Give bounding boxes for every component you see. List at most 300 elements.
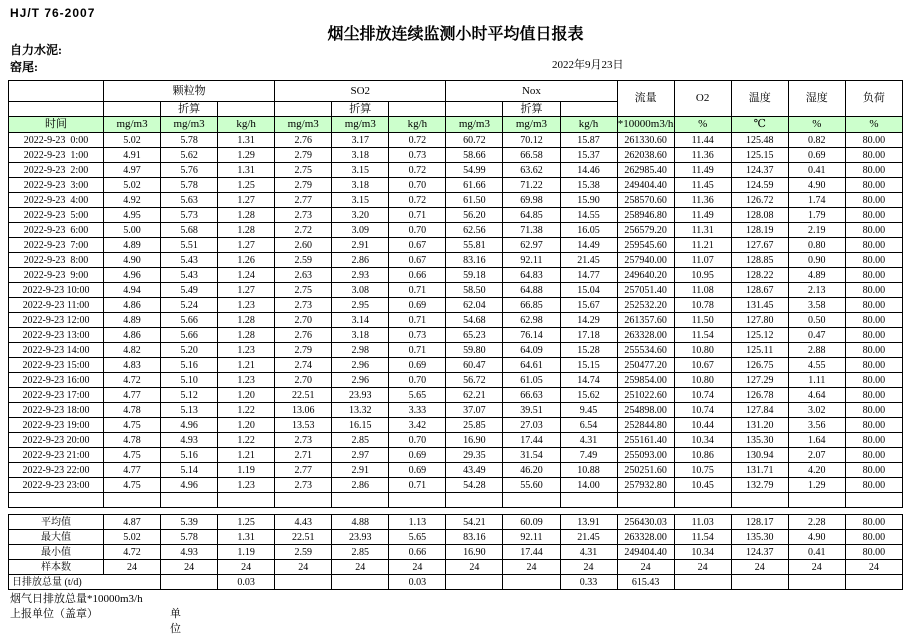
value-cell: 60.72 bbox=[446, 133, 503, 148]
time-cell: 2022-9-23 13:00 bbox=[9, 328, 104, 343]
value-cell: 80.00 bbox=[845, 463, 902, 478]
value-cell: 4.72 bbox=[104, 373, 161, 388]
value-cell: 4.20 bbox=[788, 463, 845, 478]
value-cell: 11.49 bbox=[674, 208, 731, 223]
value-cell: 27.03 bbox=[503, 418, 560, 433]
time-cell: 2022-9-23 22:00 bbox=[9, 463, 104, 478]
value-cell: 60.47 bbox=[446, 358, 503, 373]
unit-cell: kg/h bbox=[560, 117, 617, 133]
time-cell: 2022-9-23 23:00 bbox=[9, 478, 104, 493]
value-cell: 0.03 bbox=[218, 575, 275, 590]
value-cell: 2.59 bbox=[275, 545, 332, 560]
value-cell: 1.24 bbox=[218, 268, 275, 283]
value-cell: 4.90 bbox=[788, 530, 845, 545]
value-cell: 10.80 bbox=[674, 373, 731, 388]
value-cell: 1.19 bbox=[218, 545, 275, 560]
time-cell: 2022-9-23 15:00 bbox=[9, 358, 104, 373]
value-cell: 135.30 bbox=[731, 433, 788, 448]
summary-rows bbox=[9, 515, 903, 590]
value-cell: 5.43 bbox=[161, 268, 218, 283]
value-cell: 24 bbox=[674, 560, 731, 575]
value-cell: 1.29 bbox=[218, 148, 275, 163]
value-cell: 37.07 bbox=[446, 403, 503, 418]
value-cell: 31.54 bbox=[503, 448, 560, 463]
value-cell: 4.75 bbox=[104, 448, 161, 463]
unit-cell: mg/m3 bbox=[503, 117, 560, 133]
monitoring-table bbox=[8, 80, 903, 508]
value-cell: 14.29 bbox=[560, 313, 617, 328]
value-cell: 80.00 bbox=[845, 133, 902, 148]
time-cell: 2022-9-23 6:00 bbox=[9, 223, 104, 238]
value-cell: 11.03 bbox=[674, 515, 731, 530]
value-cell: 128.22 bbox=[731, 268, 788, 283]
data-row bbox=[9, 133, 903, 148]
value-cell: 4.97 bbox=[104, 163, 161, 178]
col-header-o2: O2 bbox=[674, 81, 731, 117]
value-cell: 3.02 bbox=[788, 403, 845, 418]
value-cell: 10.88 bbox=[560, 463, 617, 478]
value-cell: 69.98 bbox=[503, 193, 560, 208]
value-cell: 80.00 bbox=[845, 223, 902, 238]
value-cell: 3.08 bbox=[332, 283, 389, 298]
value-cell: 64.88 bbox=[503, 283, 560, 298]
data-row bbox=[9, 253, 903, 268]
value-cell: 126.75 bbox=[731, 358, 788, 373]
value-cell: 92.11 bbox=[503, 253, 560, 268]
value-cell: 249404.40 bbox=[617, 545, 674, 560]
value-cell: 80.00 bbox=[845, 253, 902, 268]
value-cell: 4.43 bbox=[275, 515, 332, 530]
blank-cell bbox=[275, 102, 332, 117]
time-header: 时间 bbox=[9, 117, 104, 133]
value-cell: 24 bbox=[788, 560, 845, 575]
flue-gas-total-label: 烟气日排放总量*10000m3/h bbox=[10, 593, 143, 605]
value-cell: 125.12 bbox=[731, 328, 788, 343]
value-cell: 0.41 bbox=[788, 545, 845, 560]
data-row bbox=[9, 463, 903, 478]
value-cell: 2.75 bbox=[275, 283, 332, 298]
value-cell: 15.37 bbox=[560, 148, 617, 163]
value-cell: 1.31 bbox=[218, 530, 275, 545]
value-cell: 125.11 bbox=[731, 343, 788, 358]
report-date: 2022年9月23日 bbox=[552, 59, 624, 71]
value-cell: 14.77 bbox=[560, 268, 617, 283]
value-cell: 4.94 bbox=[104, 283, 161, 298]
group-header-particulate: 颗粒物 bbox=[104, 81, 275, 102]
value-cell bbox=[674, 575, 731, 590]
value-cell: 1.22 bbox=[218, 403, 275, 418]
value-cell: 124.37 bbox=[731, 163, 788, 178]
value-cell: 1.23 bbox=[218, 373, 275, 388]
value-cell: 127.29 bbox=[731, 373, 788, 388]
value-cell: 7.49 bbox=[560, 448, 617, 463]
blank-cell bbox=[218, 493, 275, 508]
value-cell: 1.74 bbox=[788, 193, 845, 208]
value-cell bbox=[845, 575, 902, 590]
value-cell: 17.44 bbox=[503, 433, 560, 448]
value-cell: 131.45 bbox=[731, 298, 788, 313]
value-cell: 1.28 bbox=[218, 208, 275, 223]
value-cell: 11.21 bbox=[674, 238, 731, 253]
value-cell: 55.60 bbox=[503, 478, 560, 493]
value-cell: 21.45 bbox=[560, 530, 617, 545]
value-cell: 15.38 bbox=[560, 178, 617, 193]
value-cell: 1.13 bbox=[389, 515, 446, 530]
value-cell: 13.06 bbox=[275, 403, 332, 418]
value-cell: 0.73 bbox=[389, 148, 446, 163]
value-cell: 0.69 bbox=[788, 148, 845, 163]
value-cell: 14.46 bbox=[560, 163, 617, 178]
value-cell: 80.00 bbox=[845, 388, 902, 403]
unit-cell: mg/m3 bbox=[446, 117, 503, 133]
value-cell: 80.00 bbox=[845, 208, 902, 223]
value-cell: 13.32 bbox=[332, 403, 389, 418]
value-cell: 4.88 bbox=[332, 515, 389, 530]
value-cell: 124.37 bbox=[731, 545, 788, 560]
data-row bbox=[9, 343, 903, 358]
page-title: 烟尘排放连续监测小时平均值日报表 bbox=[327, 26, 584, 43]
value-cell: 5.66 bbox=[161, 313, 218, 328]
blank-cell bbox=[389, 102, 446, 117]
value-cell: 0.69 bbox=[389, 358, 446, 373]
value-cell: 1.20 bbox=[218, 418, 275, 433]
value-cell: 0.71 bbox=[389, 208, 446, 223]
value-cell: 5.16 bbox=[161, 448, 218, 463]
value-cell: 249640.20 bbox=[617, 268, 674, 283]
value-cell: 5.78 bbox=[161, 530, 218, 545]
time-cell: 2022-9-23 3:00 bbox=[9, 178, 104, 193]
value-cell bbox=[446, 575, 503, 590]
unit-cell: % bbox=[845, 117, 902, 133]
value-cell: 2.91 bbox=[332, 238, 389, 253]
time-cell: 2022-9-23 0:00 bbox=[9, 133, 104, 148]
blank-cell bbox=[9, 102, 104, 117]
value-cell: 2.76 bbox=[275, 133, 332, 148]
value-cell: 4.90 bbox=[788, 178, 845, 193]
data-row bbox=[9, 223, 903, 238]
company-name: 自力水泥: bbox=[10, 43, 62, 57]
value-cell: 2.77 bbox=[275, 463, 332, 478]
value-cell: 0.67 bbox=[389, 253, 446, 268]
data-row bbox=[9, 313, 903, 328]
value-cell: 4.93 bbox=[161, 433, 218, 448]
value-cell: 257940.00 bbox=[617, 253, 674, 268]
value-cell: 256579.20 bbox=[617, 223, 674, 238]
value-cell: 80.00 bbox=[845, 418, 902, 433]
value-cell: 4.31 bbox=[560, 433, 617, 448]
value-cell: 46.20 bbox=[503, 463, 560, 478]
value-cell: 54.68 bbox=[446, 313, 503, 328]
value-cell: 2.85 bbox=[332, 545, 389, 560]
value-cell: 2.79 bbox=[275, 148, 332, 163]
value-cell: 39.51 bbox=[503, 403, 560, 418]
value-cell: 5.49 bbox=[161, 283, 218, 298]
converted-header: 折算 bbox=[503, 102, 560, 117]
group-header-nox: Nox bbox=[446, 81, 617, 102]
value-cell: 131.20 bbox=[731, 418, 788, 433]
blank-cell bbox=[845, 493, 902, 508]
value-cell: 3.17 bbox=[332, 133, 389, 148]
value-cell: 0.90 bbox=[788, 253, 845, 268]
value-cell: 1.28 bbox=[218, 328, 275, 343]
value-cell: 4.89 bbox=[104, 313, 161, 328]
value-cell: 2.72 bbox=[275, 223, 332, 238]
value-cell: 5.20 bbox=[161, 343, 218, 358]
time-cell: 2022-9-23 16:00 bbox=[9, 373, 104, 388]
value-cell: 0.71 bbox=[389, 283, 446, 298]
value-cell: 3.15 bbox=[332, 163, 389, 178]
data-row bbox=[9, 373, 903, 388]
time-cell: 2022-9-23 11:00 bbox=[9, 298, 104, 313]
value-cell: 14.49 bbox=[560, 238, 617, 253]
value-cell: 2.73 bbox=[275, 208, 332, 223]
value-cell: 128.85 bbox=[731, 253, 788, 268]
value-cell: 64.09 bbox=[503, 343, 560, 358]
value-cell: 2.85 bbox=[332, 433, 389, 448]
value-cell: 261357.60 bbox=[617, 313, 674, 328]
value-cell: 3.20 bbox=[332, 208, 389, 223]
value-cell: 10.45 bbox=[674, 478, 731, 493]
value-cell: 16.15 bbox=[332, 418, 389, 433]
value-cell: 5.51 bbox=[161, 238, 218, 253]
value-cell: 25.85 bbox=[446, 418, 503, 433]
summary-row bbox=[9, 545, 903, 560]
value-cell: 2.59 bbox=[275, 253, 332, 268]
value-cell: 0.73 bbox=[389, 328, 446, 343]
blank-cell bbox=[275, 493, 332, 508]
value-cell: 13.53 bbox=[275, 418, 332, 433]
value-cell: 4.82 bbox=[104, 343, 161, 358]
value-cell: 5.14 bbox=[161, 463, 218, 478]
value-cell: 60.09 bbox=[503, 515, 560, 530]
blank-cell bbox=[218, 102, 275, 117]
value-cell: 71.22 bbox=[503, 178, 560, 193]
value-cell: 59.80 bbox=[446, 343, 503, 358]
value-cell: 1.29 bbox=[788, 478, 845, 493]
value-cell: 2.96 bbox=[332, 373, 389, 388]
value-cell: 29.35 bbox=[446, 448, 503, 463]
value-cell: 5.16 bbox=[161, 358, 218, 373]
value-cell: 128.17 bbox=[731, 515, 788, 530]
value-cell: 5.73 bbox=[161, 208, 218, 223]
value-cell: 61.05 bbox=[503, 373, 560, 388]
blank-cell bbox=[560, 102, 617, 117]
value-cell: 3.58 bbox=[788, 298, 845, 313]
value-cell: 252532.20 bbox=[617, 298, 674, 313]
value-cell: 80.00 bbox=[845, 298, 902, 313]
time-cell: 2022-9-23 19:00 bbox=[9, 418, 104, 433]
value-cell: 5.78 bbox=[161, 133, 218, 148]
value-cell: 2.71 bbox=[275, 448, 332, 463]
value-cell: 2.13 bbox=[788, 283, 845, 298]
data-row bbox=[9, 358, 903, 373]
value-cell: 62.56 bbox=[446, 223, 503, 238]
value-cell: 54.28 bbox=[446, 478, 503, 493]
value-cell: 258570.60 bbox=[617, 193, 674, 208]
value-cell: 2.86 bbox=[332, 253, 389, 268]
value-cell: 4.86 bbox=[104, 298, 161, 313]
time-cell: 2022-9-23 12:00 bbox=[9, 313, 104, 328]
value-cell: 10.34 bbox=[674, 545, 731, 560]
value-cell: 17.44 bbox=[503, 545, 560, 560]
value-cell: 80.00 bbox=[845, 343, 902, 358]
value-cell: 0.80 bbox=[788, 238, 845, 253]
blank-cell bbox=[674, 493, 731, 508]
value-cell: 3.09 bbox=[332, 223, 389, 238]
value-cell: 5.02 bbox=[104, 178, 161, 193]
value-cell: 10.74 bbox=[674, 403, 731, 418]
value-cell: 24 bbox=[332, 560, 389, 575]
value-cell: 257051.40 bbox=[617, 283, 674, 298]
value-cell: 4.89 bbox=[788, 268, 845, 283]
data-row bbox=[9, 328, 903, 343]
value-cell: 5.13 bbox=[161, 403, 218, 418]
value-cell: 4.75 bbox=[104, 478, 161, 493]
value-cell: 4.64 bbox=[788, 388, 845, 403]
value-cell: 1.79 bbox=[788, 208, 845, 223]
value-cell: 58.50 bbox=[446, 283, 503, 298]
time-cell: 2022-9-23 2:00 bbox=[9, 163, 104, 178]
value-cell: 14.74 bbox=[560, 373, 617, 388]
table-header bbox=[9, 81, 903, 133]
value-cell: 15.04 bbox=[560, 283, 617, 298]
summary-table bbox=[8, 514, 903, 590]
time-cell: 2022-9-23 4:00 bbox=[9, 193, 104, 208]
unit-cell: % bbox=[674, 117, 731, 133]
data-row bbox=[9, 193, 903, 208]
blank-cell bbox=[161, 493, 218, 508]
value-cell: 4.89 bbox=[104, 238, 161, 253]
value-cell: 255534.60 bbox=[617, 343, 674, 358]
value-cell: 24 bbox=[218, 560, 275, 575]
value-cell: 2.75 bbox=[275, 163, 332, 178]
blank-cell bbox=[9, 81, 104, 102]
summary-label-cell: 平均值 bbox=[9, 515, 104, 530]
col-header-humidity: 湿度 bbox=[788, 81, 845, 117]
value-cell: 4.83 bbox=[104, 358, 161, 373]
value-cell: 0.67 bbox=[389, 238, 446, 253]
value-cell: 3.18 bbox=[332, 178, 389, 193]
value-cell: 80.00 bbox=[845, 530, 902, 545]
value-cell: 124.59 bbox=[731, 178, 788, 193]
value-cell: 250477.20 bbox=[617, 358, 674, 373]
data-row bbox=[9, 238, 903, 253]
value-cell: 10.80 bbox=[674, 343, 731, 358]
value-cell: 4.77 bbox=[104, 388, 161, 403]
value-cell: 132.79 bbox=[731, 478, 788, 493]
unit-label: 单位 bbox=[170, 608, 181, 635]
value-cell: 0.41 bbox=[788, 163, 845, 178]
value-cell: 0.70 bbox=[389, 178, 446, 193]
value-cell: 24 bbox=[446, 560, 503, 575]
blank-cell bbox=[104, 493, 161, 508]
value-cell: 4.91 bbox=[104, 148, 161, 163]
value-cell: 262038.60 bbox=[617, 148, 674, 163]
value-cell: 3.18 bbox=[332, 148, 389, 163]
value-cell: 76.14 bbox=[503, 328, 560, 343]
value-cell: 11.36 bbox=[674, 148, 731, 163]
value-cell: 2.74 bbox=[275, 358, 332, 373]
value-cell bbox=[161, 575, 218, 590]
value-cell: 1.25 bbox=[218, 515, 275, 530]
value-cell: 80.00 bbox=[845, 478, 902, 493]
value-cell: 80.00 bbox=[845, 328, 902, 343]
value-cell: 2.79 bbox=[275, 343, 332, 358]
value-cell: 66.58 bbox=[503, 148, 560, 163]
value-cell: 1.21 bbox=[218, 448, 275, 463]
value-cell: 15.67 bbox=[560, 298, 617, 313]
value-cell: 2.96 bbox=[332, 358, 389, 373]
value-cell: 24 bbox=[161, 560, 218, 575]
value-cell: 80.00 bbox=[845, 193, 902, 208]
value-cell: 14.55 bbox=[560, 208, 617, 223]
value-cell: 5.65 bbox=[389, 530, 446, 545]
value-cell: 130.94 bbox=[731, 448, 788, 463]
value-cell: 11.44 bbox=[674, 133, 731, 148]
value-cell: 0.47 bbox=[788, 328, 845, 343]
value-cell: 3.18 bbox=[332, 328, 389, 343]
value-cell: 0.82 bbox=[788, 133, 845, 148]
value-cell: 24 bbox=[275, 560, 332, 575]
value-cell: 1.19 bbox=[218, 463, 275, 478]
unit-cell: kg/h bbox=[389, 117, 446, 133]
value-cell: 5.24 bbox=[161, 298, 218, 313]
value-cell: 64.83 bbox=[503, 268, 560, 283]
value-cell: 58.66 bbox=[446, 148, 503, 163]
value-cell: 251022.60 bbox=[617, 388, 674, 403]
value-cell: 127.84 bbox=[731, 403, 788, 418]
value-cell: 0.71 bbox=[389, 478, 446, 493]
blank-cell bbox=[731, 493, 788, 508]
value-cell: 5.65 bbox=[389, 388, 446, 403]
time-cell: 2022-9-23 8:00 bbox=[9, 253, 104, 268]
value-cell: 80.00 bbox=[845, 238, 902, 253]
value-cell: 5.43 bbox=[161, 253, 218, 268]
value-cell: 14.00 bbox=[560, 478, 617, 493]
value-cell: 11.36 bbox=[674, 193, 731, 208]
value-cell: 15.62 bbox=[560, 388, 617, 403]
value-cell: 0.72 bbox=[389, 193, 446, 208]
value-cell: 3.42 bbox=[389, 418, 446, 433]
value-cell: 128.67 bbox=[731, 283, 788, 298]
unit-cell: mg/m3 bbox=[275, 117, 332, 133]
blank-cell bbox=[617, 493, 674, 508]
value-cell: 1.64 bbox=[788, 433, 845, 448]
value-cell: 62.04 bbox=[446, 298, 503, 313]
value-cell: 64.61 bbox=[503, 358, 560, 373]
blank-cell bbox=[503, 493, 560, 508]
data-row bbox=[9, 298, 903, 313]
value-cell: 2.79 bbox=[275, 178, 332, 193]
value-cell: 2.98 bbox=[332, 343, 389, 358]
data-row bbox=[9, 448, 903, 463]
data-row bbox=[9, 433, 903, 448]
value-cell: 2.76 bbox=[275, 328, 332, 343]
value-cell: 255161.40 bbox=[617, 433, 674, 448]
value-cell: 615.43 bbox=[617, 575, 674, 590]
value-cell: 10.78 bbox=[674, 298, 731, 313]
value-cell: 125.15 bbox=[731, 148, 788, 163]
value-cell: 6.54 bbox=[560, 418, 617, 433]
footer bbox=[10, 592, 181, 635]
value-cell: 21.45 bbox=[560, 253, 617, 268]
time-cell: 2022-9-23 18:00 bbox=[9, 403, 104, 418]
value-cell: 5.78 bbox=[161, 178, 218, 193]
value-cell: 5.12 bbox=[161, 388, 218, 403]
time-cell: 2022-9-23 7:00 bbox=[9, 238, 104, 253]
value-cell: 2.07 bbox=[788, 448, 845, 463]
data-row bbox=[9, 268, 903, 283]
